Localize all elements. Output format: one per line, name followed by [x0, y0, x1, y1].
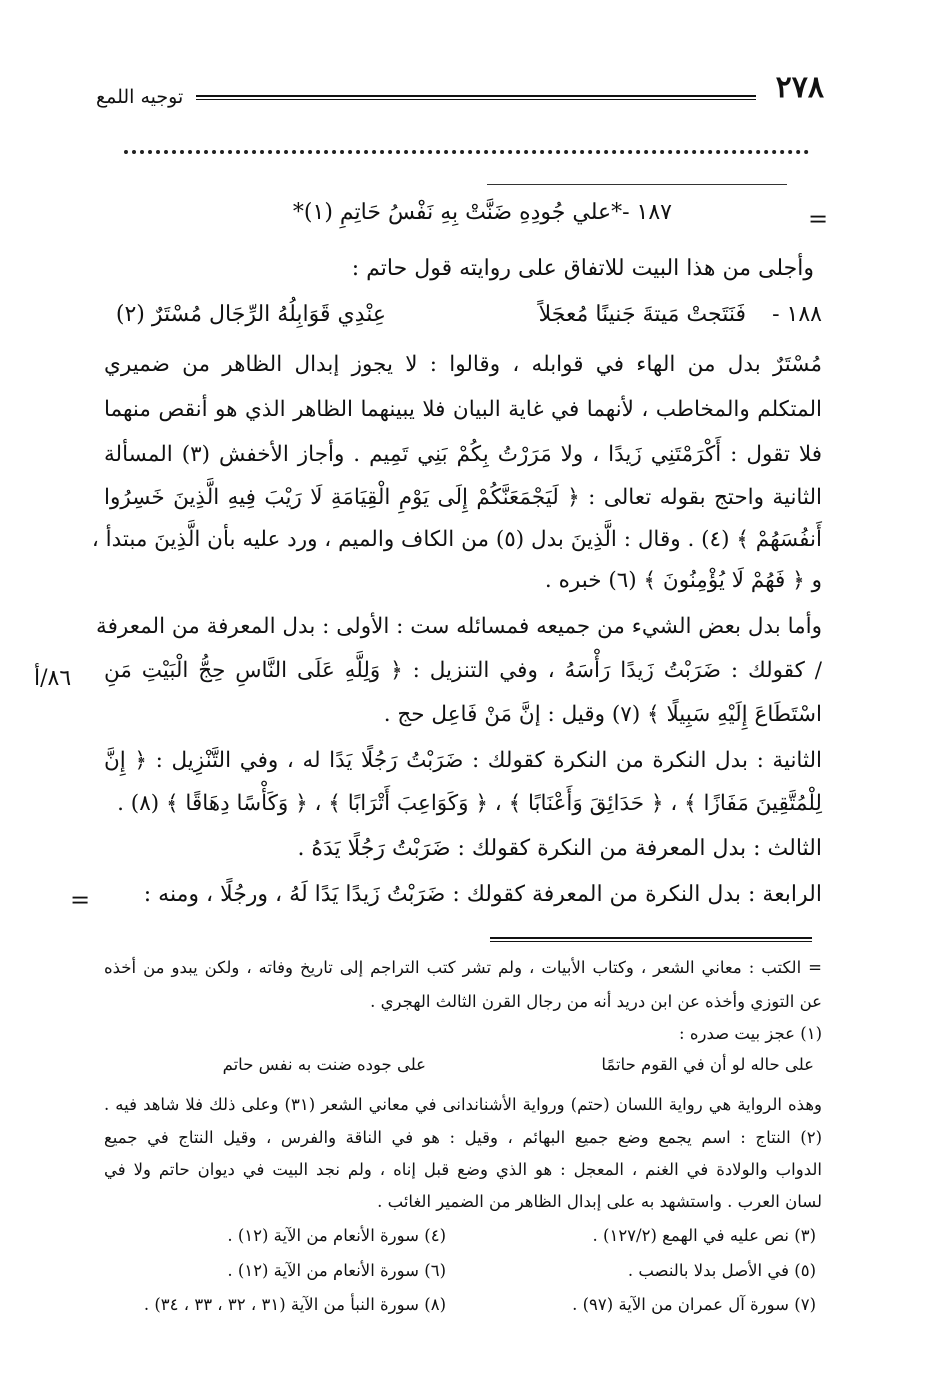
- intro-line: وأجلى من هذا البيت للاتفاق على روايته قول حاتم :: [351, 256, 814, 281]
- footnote-line: الدواب والولادة في الغنم ، المعجل : هو الذي وضع قبل إناه ، ولم نجد البيت في ديوان حاتم ولا في: [104, 1160, 822, 1179]
- footnote-1-title: (١) عجز بيت صدره :: [679, 1024, 822, 1043]
- section-line: / كقولك : ضَرَبْتُ زَيدًا رَأْسَهُ ، وفي التنزيل : ﴿ وَلِلَّهِ عَلَى النَّاسِ حِجُّ الْبَيْتِ مَنِ: [104, 658, 822, 683]
- footnote-line: لسان العرب . واستشهد به على إبدال الظاهر من الضمير الغائب .: [377, 1192, 822, 1211]
- verse-187: ١٨٧ -*علي جُودِهِ ضَنَّتْ بِهِ نَفْسُ حَاتِمِ (١)*: [292, 200, 672, 225]
- body-line: المتكلم والمخاطب ، لأنهما في غاية البيان فلا يبينهما الظاهر الذي هو أنقص منهما: [104, 397, 822, 422]
- section-line: الرابعة : بدل النكرة من المعرفة كقولك : ضَرَبْتُ زَيدًا يَدًا لَهُ ، ورجُلًا ، ومنه :: [143, 882, 822, 907]
- footnote-6: (٦) سورة الأنعام من الآية (١٢) .: [227, 1261, 446, 1280]
- footnote-1-verse-a: على حاله لو أن في القوم حاتمًا: [601, 1055, 814, 1074]
- header-rule: [196, 95, 756, 100]
- footnote-7: (٧) سورة آل عمران من الآية (٩٧) .: [572, 1295, 816, 1314]
- body-line: الثانية واحتج بقوله تعالى : ﴿ لَيَجْمَعَنَّكُمْ إِلَى يَوْمِ الْقِيَامَةِ لَا رَيْبَ فِيهِ الَّذِينَ خَسِرُوا: [104, 485, 822, 510]
- footnote-5: (٥) في الأصل بدلا بالنصب .: [627, 1261, 816, 1280]
- continuation-mark-top: =: [808, 205, 829, 233]
- dotted-separator: [124, 150, 809, 154]
- verse-188-number: ١٨٨ -: [772, 302, 822, 327]
- short-rule: [487, 184, 787, 185]
- footnote-line: (٢) النتاج : اسم يجمع وضع جميع البهائم ، وقيل : هو في الناقة والفرس ، وقيل النتاج في جميع: [104, 1128, 822, 1147]
- body-line: و ﴿ فَهُمْ لَا يُؤْمِنُونَ ﴾ (٦) خبره .: [544, 568, 822, 593]
- footnote-line: = الكتب : معاني الشعر ، وكتاب الأبيات ، ولم تشر كتب التراجم إلى تاريخ وفاته ، ولكن يبدو من أخذه: [104, 958, 822, 977]
- running-title: توجيه اللمع: [96, 86, 184, 108]
- footnote-rule: [490, 937, 812, 942]
- footnote-4: (٤) سورة الأنعام من الآية (١٢) .: [227, 1226, 446, 1245]
- section-line: الثانية : بدل النكرة من النكرة كقولك : ضَرَبْتُ رَجُلًا يَدًا له ، وفي التَّنْزِيل : ﴿ إِنَّ: [104, 748, 822, 773]
- footnote-1-note: وهذه الرواية هي رواية اللسان (حتم) ورواية الأشناندانى في معاني الشعر (٣١) وعلى ذلك فلا شاهد فيه .: [104, 1095, 822, 1114]
- footnote-3: (٣) نص عليه في الهمع (١٢٧/٢) .: [592, 1226, 816, 1245]
- body-line: أَنفُسَهُمْ ﴾ (٤) . وقال : الَّذِينَ بدل (٥) من الكاف والميم ، ورد عليه بأن الَّذِينَ مبتدأ ،: [91, 527, 822, 552]
- footnote-line: عن التوزي وأخذه عن ابن دريد أنه من رجال القرن الثالث الهجري .: [370, 992, 822, 1011]
- section-line: لِلْمُتَّقِينَ مَفَازًا ﴾ ، ﴿ حَدَائِقَ وَأَعْنَابًا ﴾ ، ﴿ وَكَوَاعِبَ أَتْرَابًا ﴾ ، ﴿ وَكَأْسًا دِهَاقًا ﴾ (٨) .: [117, 791, 822, 816]
- verse-188-second-hemistich: عِنْدِي قَوَابِلُهُ الرِّجَال مُسْتَرٌ (٢): [115, 302, 386, 327]
- body-line: مُسْتَرٌ بدل من الهاء في قوابله ، وقالوا : لا يجوز إبدال الظاهر من ضميري: [104, 352, 822, 377]
- footnote-1-verse-b: على جوده ضنت به نفس حاتم: [222, 1055, 426, 1074]
- continuation-mark-bottom: =: [70, 886, 91, 914]
- footnote-8: (٨) سورة النبأ من الآية (٣١ ، ٣٢ ، ٣٣ ، ٣٤) .: [143, 1295, 446, 1314]
- section-line: الثالث : بدل المعرفة من النكرة كقولك : ضَرَبْتُ رَجُلًا يَدَهُ .: [297, 836, 822, 861]
- body-line: فلا تقول : أَكْرَمْتَنِي زَيدًا ، ولا مَرَرْتُ بِكُمْ بَنِي تَمِيم . وأجاز الأخفش (٣) المسألة: [104, 442, 822, 467]
- verse-188-first-hemistich: فَنَتَجتْ مَيتةَ جَنينًا مُعجَلاً: [538, 302, 746, 327]
- margin-folio: ٨٦/أ: [34, 666, 72, 691]
- page-number: ٢٧٨: [775, 70, 824, 105]
- section-line: وأما بدل بعض الشيء من جميعه فمسائله ست : الأولى : بدل المعرفة من المعرفة: [96, 614, 822, 639]
- section-line: اسْتَطَاعَ إِلَيْهِ سَبِيلًا ﴾ (٧) وقيل : إنَّ مَنْ فَاعِل حج .: [383, 702, 822, 727]
